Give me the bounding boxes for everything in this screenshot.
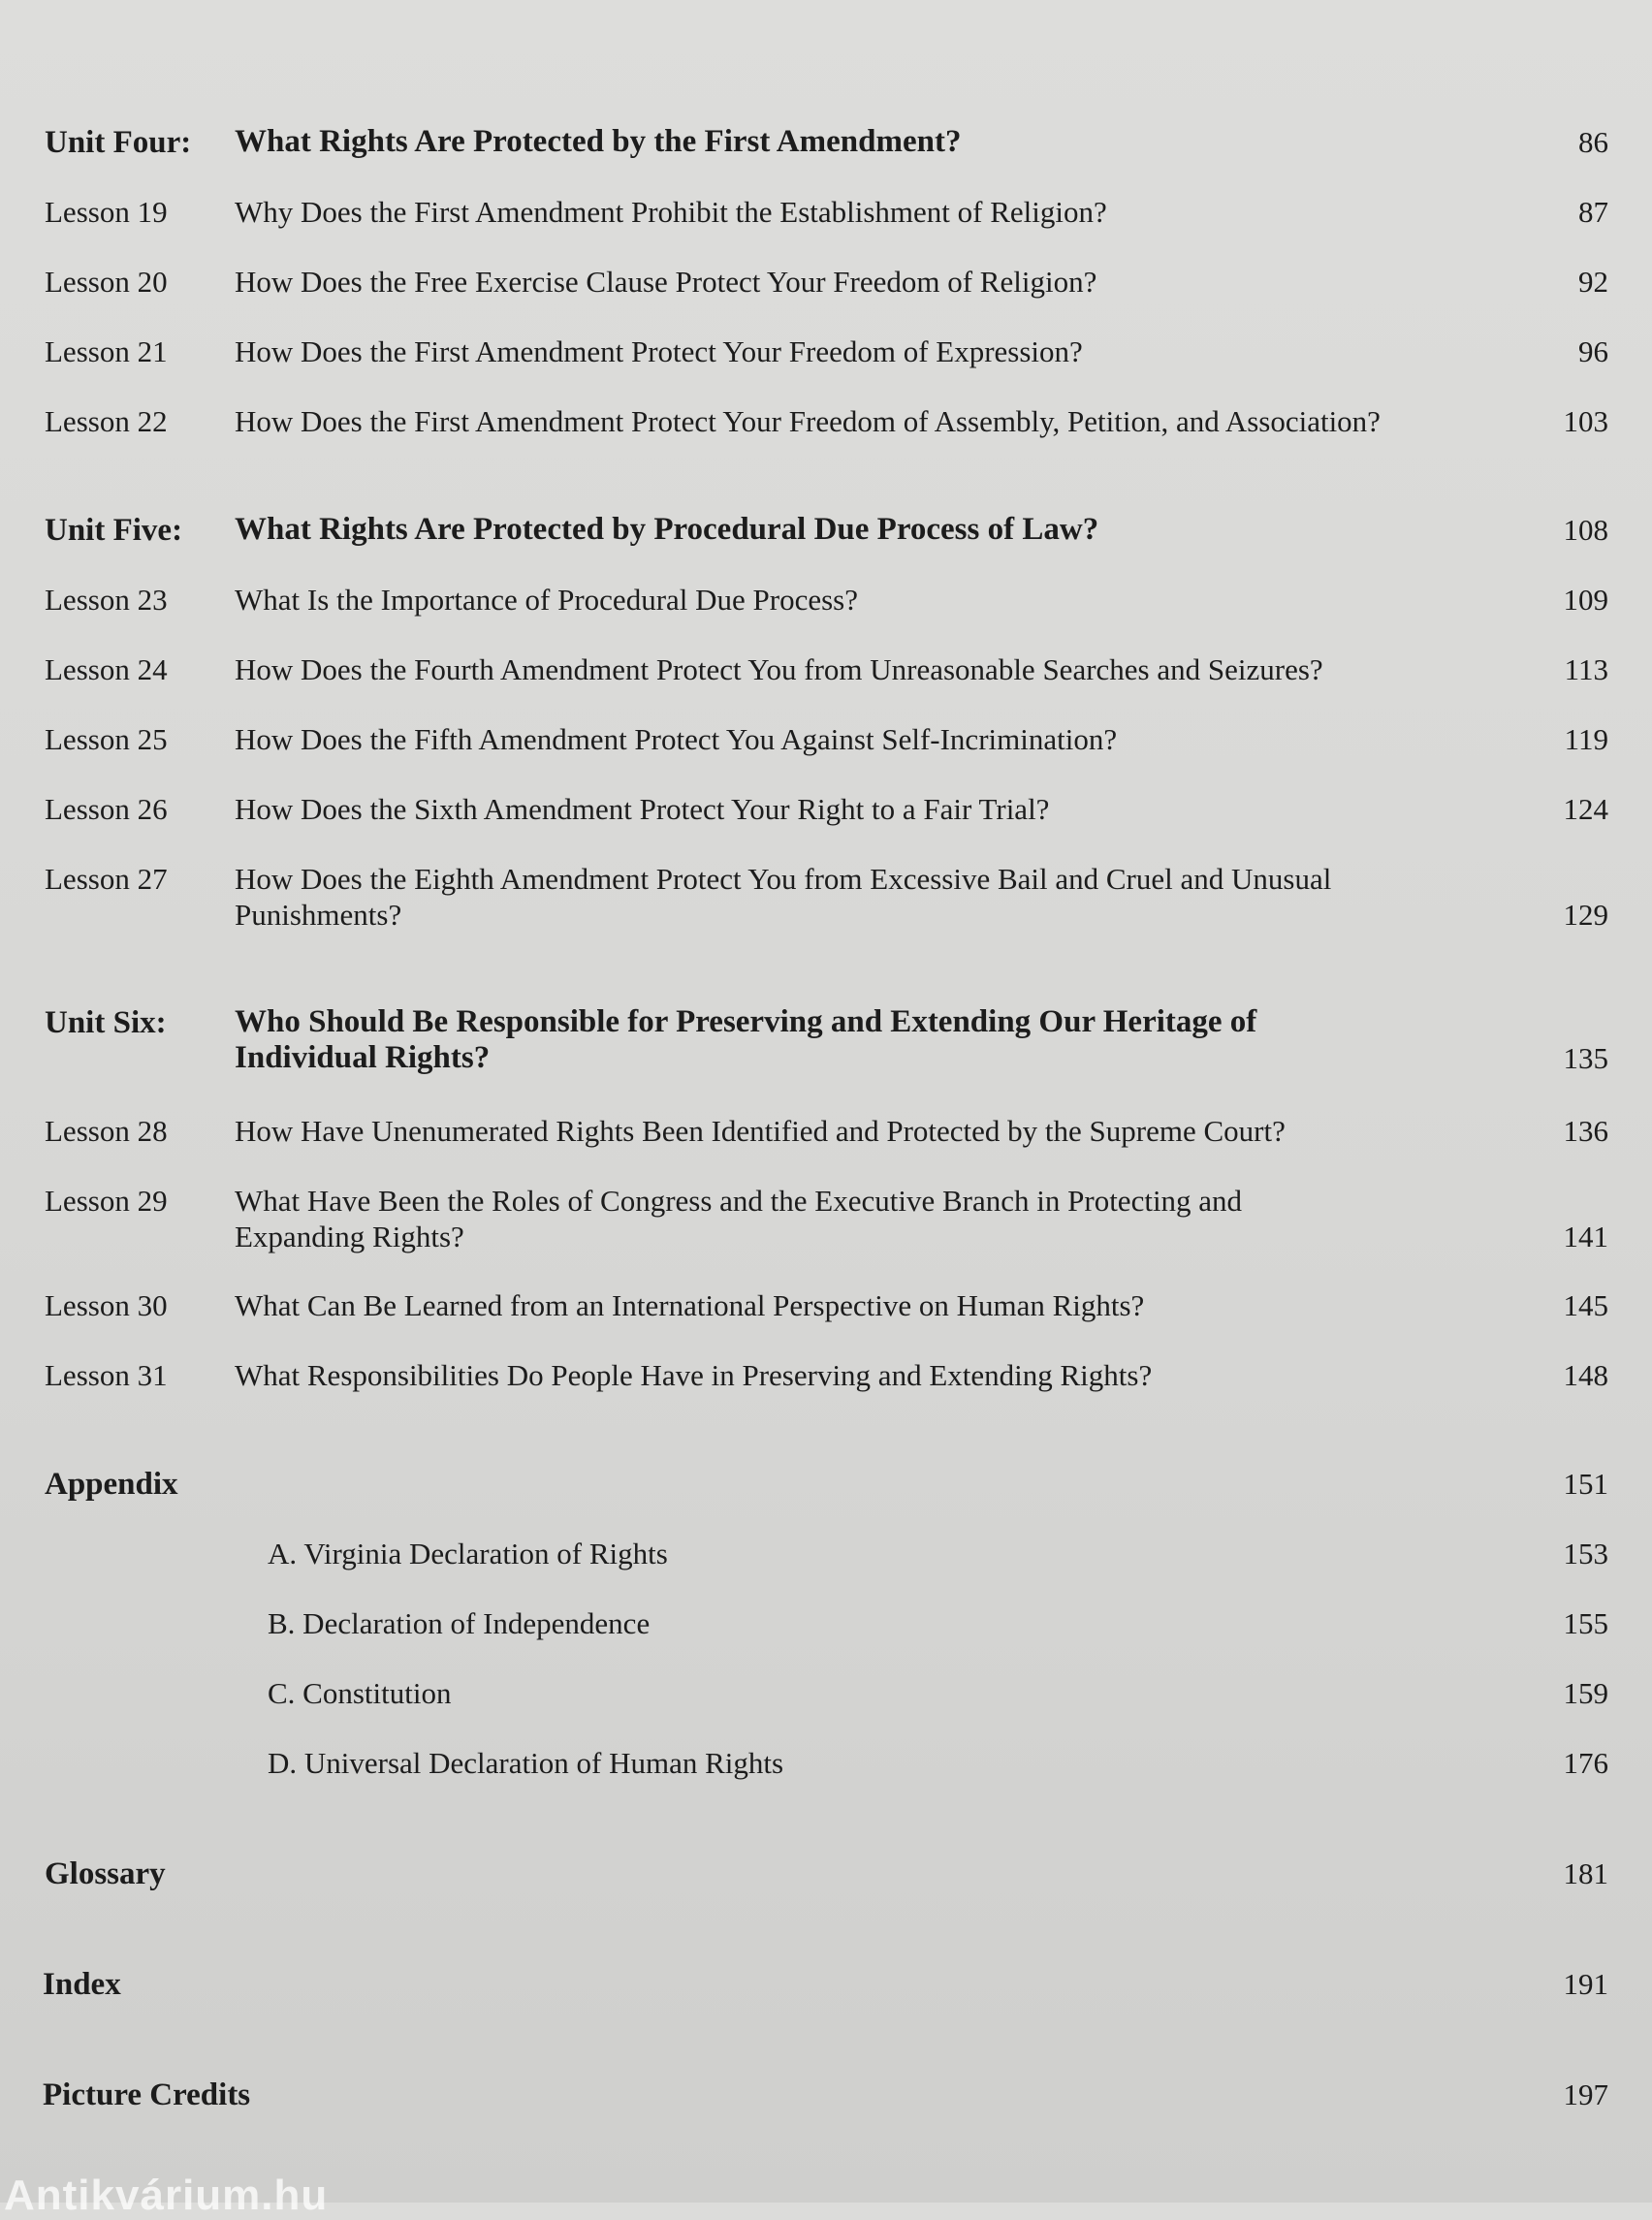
lesson-title: How Does the Fifth Amendment Protect You Against Self-Incrimination?	[235, 722, 1118, 756]
page-number: 191	[1563, 1967, 1608, 2001]
unit-title: What Rights Are Protected by the First Amendment?	[235, 124, 962, 159]
page-number: 151	[1563, 1467, 1608, 1501]
section-label: Index	[43, 1967, 121, 2002]
appendix-item-title: C. Constitution	[268, 1676, 452, 1710]
page-number: 119	[1564, 722, 1608, 756]
section-label: Glossary	[45, 1856, 166, 1891]
lesson-title: What Have Been the Roles of Congress and the Executive Branch in Protecting and Expanding Rights?	[235, 1184, 1243, 1253]
lesson-label: Lesson 25	[45, 722, 168, 756]
page-number: 86	[1578, 125, 1608, 159]
lesson-title: How Does the Fourth Amendment Protect You from Unreasonable Searches and Seizures?	[235, 652, 1323, 686]
section-label: Picture Credits	[43, 2077, 251, 2112]
page-number: 92	[1578, 265, 1608, 299]
lesson-label: Lesson 23	[45, 583, 168, 617]
lesson-label: Lesson 20	[45, 265, 168, 299]
page-number: 145	[1563, 1288, 1608, 1322]
page-number: 96	[1578, 334, 1608, 368]
page-number: 108	[1563, 513, 1608, 547]
section-label: Appendix	[45, 1467, 178, 1502]
lesson-label: Lesson 27	[45, 862, 168, 896]
lesson-title: How Does the Sixth Amendment Protect Your Right to a Fair Trial?	[235, 792, 1050, 826]
appendix-item-title: B. Declaration of Independence	[268, 1606, 651, 1640]
lesson-label: Lesson 31	[45, 1358, 168, 1392]
lesson-title: What Is the Importance of Procedural Due Process?	[235, 583, 859, 617]
lesson-title: How Does the First Amendment Protect Your Freedom of Expression?	[235, 334, 1083, 368]
lesson-label: Lesson 19	[45, 195, 168, 229]
unit-title: What Rights Are Protected by Procedural Due Process of Law?	[235, 512, 1099, 547]
lesson-label: Lesson 22	[45, 404, 168, 438]
lesson-label: Lesson 24	[45, 652, 168, 686]
page-number: 113	[1564, 652, 1608, 686]
lesson-title: What Responsibilities Do People Have in Preserving and Extending Rights?	[235, 1358, 1153, 1392]
page-number: 87	[1578, 195, 1608, 229]
appendix-item-title: A. Virginia Declaration of Rights	[268, 1537, 668, 1570]
page-number: 109	[1563, 583, 1608, 617]
page-number: 141	[1563, 1220, 1608, 1253]
watermark: Antikvárium.hu	[4, 2172, 329, 2219]
page-number: 136	[1563, 1114, 1608, 1148]
lesson-label: Lesson 28	[45, 1114, 168, 1148]
lesson-title: How Does the Eighth Amendment Protect You from Excessive Bail and Cruel and Unusual Punishments?	[235, 862, 1332, 932]
lesson-title: How Does the First Amendment Protect Your Freedom of Assembly, Petition, and Association?	[235, 404, 1381, 438]
lesson-label: Lesson 26	[45, 792, 168, 826]
unit-label: Unit Six:	[45, 1005, 167, 1040]
lesson-label: Lesson 30	[45, 1288, 168, 1322]
page-number: 153	[1563, 1537, 1608, 1570]
unit-label: Unit Five:	[45, 513, 183, 548]
page-number: 135	[1563, 1041, 1608, 1075]
unit-label: Unit Four:	[45, 125, 192, 160]
page-number: 124	[1563, 792, 1608, 826]
page-number: 148	[1563, 1358, 1608, 1392]
lesson-label: Lesson 29	[45, 1184, 168, 1218]
page-number: 176	[1563, 1746, 1608, 1780]
lesson-title: What Can Be Learned from an International Perspective on Human Rights?	[235, 1288, 1145, 1322]
page-number: 103	[1563, 404, 1608, 438]
page-number: 181	[1563, 1856, 1608, 1890]
lesson-title: How Have Unenumerated Rights Been Identified and Protected by the Supreme Court?	[235, 1114, 1286, 1148]
unit-title: Who Should Be Responsible for Preserving and Extending Our Heritage of Individual Rights?	[235, 1004, 1257, 1075]
page-number: 129	[1563, 898, 1608, 932]
lesson-title: Why Does the First Amendment Prohibit the Establishment of Religion?	[235, 195, 1107, 229]
page-number: 155	[1563, 1606, 1608, 1640]
lesson-title: How Does the Free Exercise Clause Protect Your Freedom of Religion?	[235, 265, 1097, 299]
page-number: 197	[1563, 2077, 1608, 2111]
lesson-label: Lesson 21	[45, 334, 168, 368]
appendix-item-title: D. Universal Declaration of Human Rights	[268, 1746, 784, 1780]
page-number: 159	[1563, 1676, 1608, 1710]
